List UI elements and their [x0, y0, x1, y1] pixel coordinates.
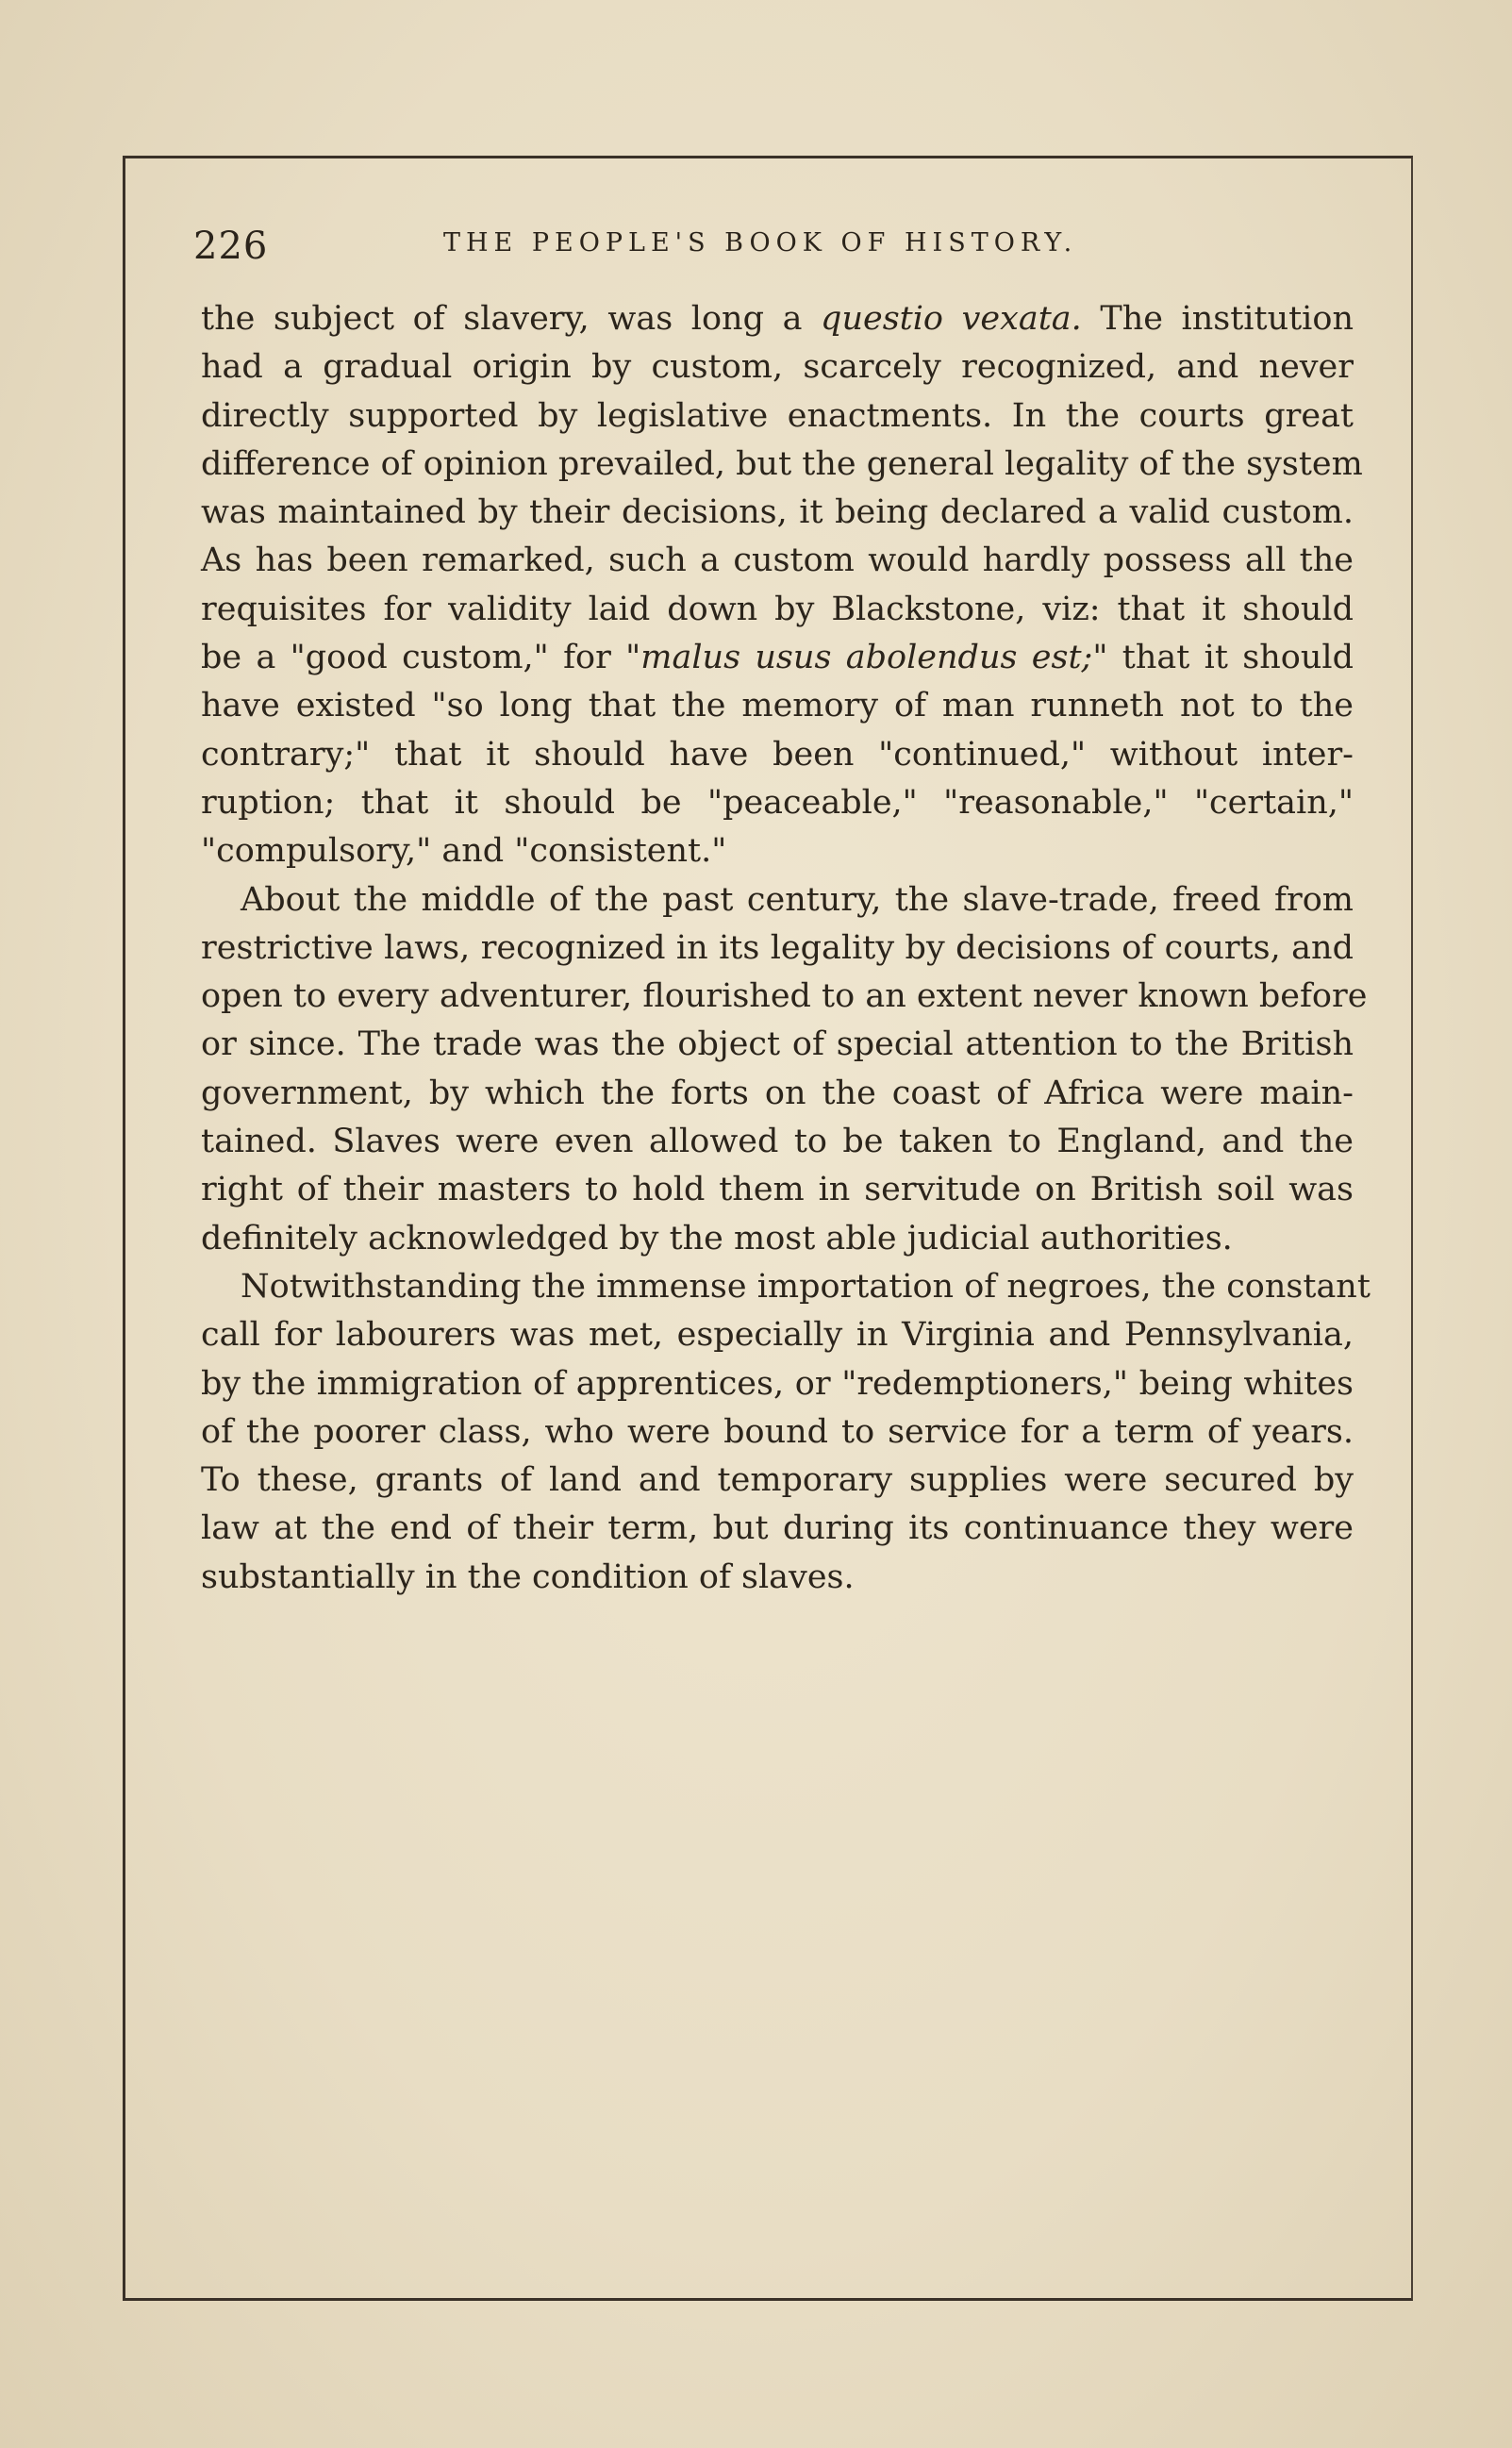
text-segment: " that it should	[1092, 639, 1354, 677]
text-line: To these, grants of land and temporary supplies were secured by	[201, 1461, 1354, 1500]
text-line: open to every adventurer, flourished to an extent never known before	[201, 977, 1368, 1016]
paragraph	[201, 295, 1363, 876]
text-line: of the poorer class, who were bound to service for a term of years.	[201, 1412, 1354, 1451]
text-line: or since. The trade was the object of special attention to the British	[201, 1025, 1354, 1064]
text-line: tained. Slaves were even allowed to be taken to England, and the	[201, 1123, 1354, 1161]
text-line	[201, 634, 1354, 682]
text-line: definitely acknowledged by the most able judicial authorities.	[201, 1219, 1233, 1257]
italic-phrase: malus usus abolendus est;	[640, 639, 1093, 677]
text-line: restrictive laws, recognized in its legality by decisions of courts, and	[201, 928, 1354, 967]
running-title: THE PEOPLE'S BOOK OF HISTORY.	[443, 228, 1078, 258]
text-line	[201, 295, 1354, 343]
text-segment: The institution	[1081, 300, 1354, 338]
text-line: was maintained by their decisions, it being declared a valid custom.	[201, 493, 1354, 532]
page-number: 226	[193, 225, 269, 268]
text-line: law at the end of their term, but during its continuance they were	[201, 1509, 1354, 1548]
text-line: ruption; that it should be "peaceable," "reasonable," "certain,"	[201, 783, 1354, 822]
text-line: substantially in the condition of slaves.	[201, 1557, 855, 1596]
text-line: As has been remarked, such a custom would hardly possess all the	[201, 541, 1354, 580]
body-text	[201, 295, 1371, 1602]
text-line: directly supported by legislative enactments. In the courts great	[201, 396, 1354, 435]
text-line: Notwithstanding the immense importation of negroes, the constant	[241, 1267, 1371, 1306]
text-line: right of their masters to hold them in servitude on British soil was	[201, 1171, 1354, 1209]
text-line: contrary;" that it should have been "continued," without inter-	[201, 735, 1354, 774]
text-line: by the immigration of apprentices, or "redemptioners," being whites	[201, 1364, 1354, 1403]
text-line: difference of opinion prevailed, but the general legality of the system	[201, 444, 1363, 483]
text-line: had a gradual origin by custom, scarcely recognized, and never	[201, 348, 1354, 387]
text-line: "compulsory," and "consistent."	[201, 832, 727, 871]
italic-phrase: questio vexata.	[821, 300, 1082, 338]
text-line: government, by which the forts on the coast of Africa were main-	[201, 1074, 1354, 1112]
text-segment: be a "good custom," for "	[201, 639, 641, 677]
running-head	[193, 219, 1354, 275]
text-line: requisites for validity laid down by Blackstone, viz: that it should	[201, 590, 1354, 628]
text-line: have existed "so long that the memory of man runneth not to the	[201, 687, 1354, 725]
paragraph	[201, 1263, 1371, 1602]
text-line: About the middle of the past century, the slave-trade, freed from	[241, 880, 1354, 919]
paragraph	[201, 876, 1368, 1263]
text-line: call for labourers was met, especially in Virginia and Pennsylvania,	[201, 1316, 1354, 1355]
text-segment: the subject of slavery, was long a	[201, 300, 822, 338]
